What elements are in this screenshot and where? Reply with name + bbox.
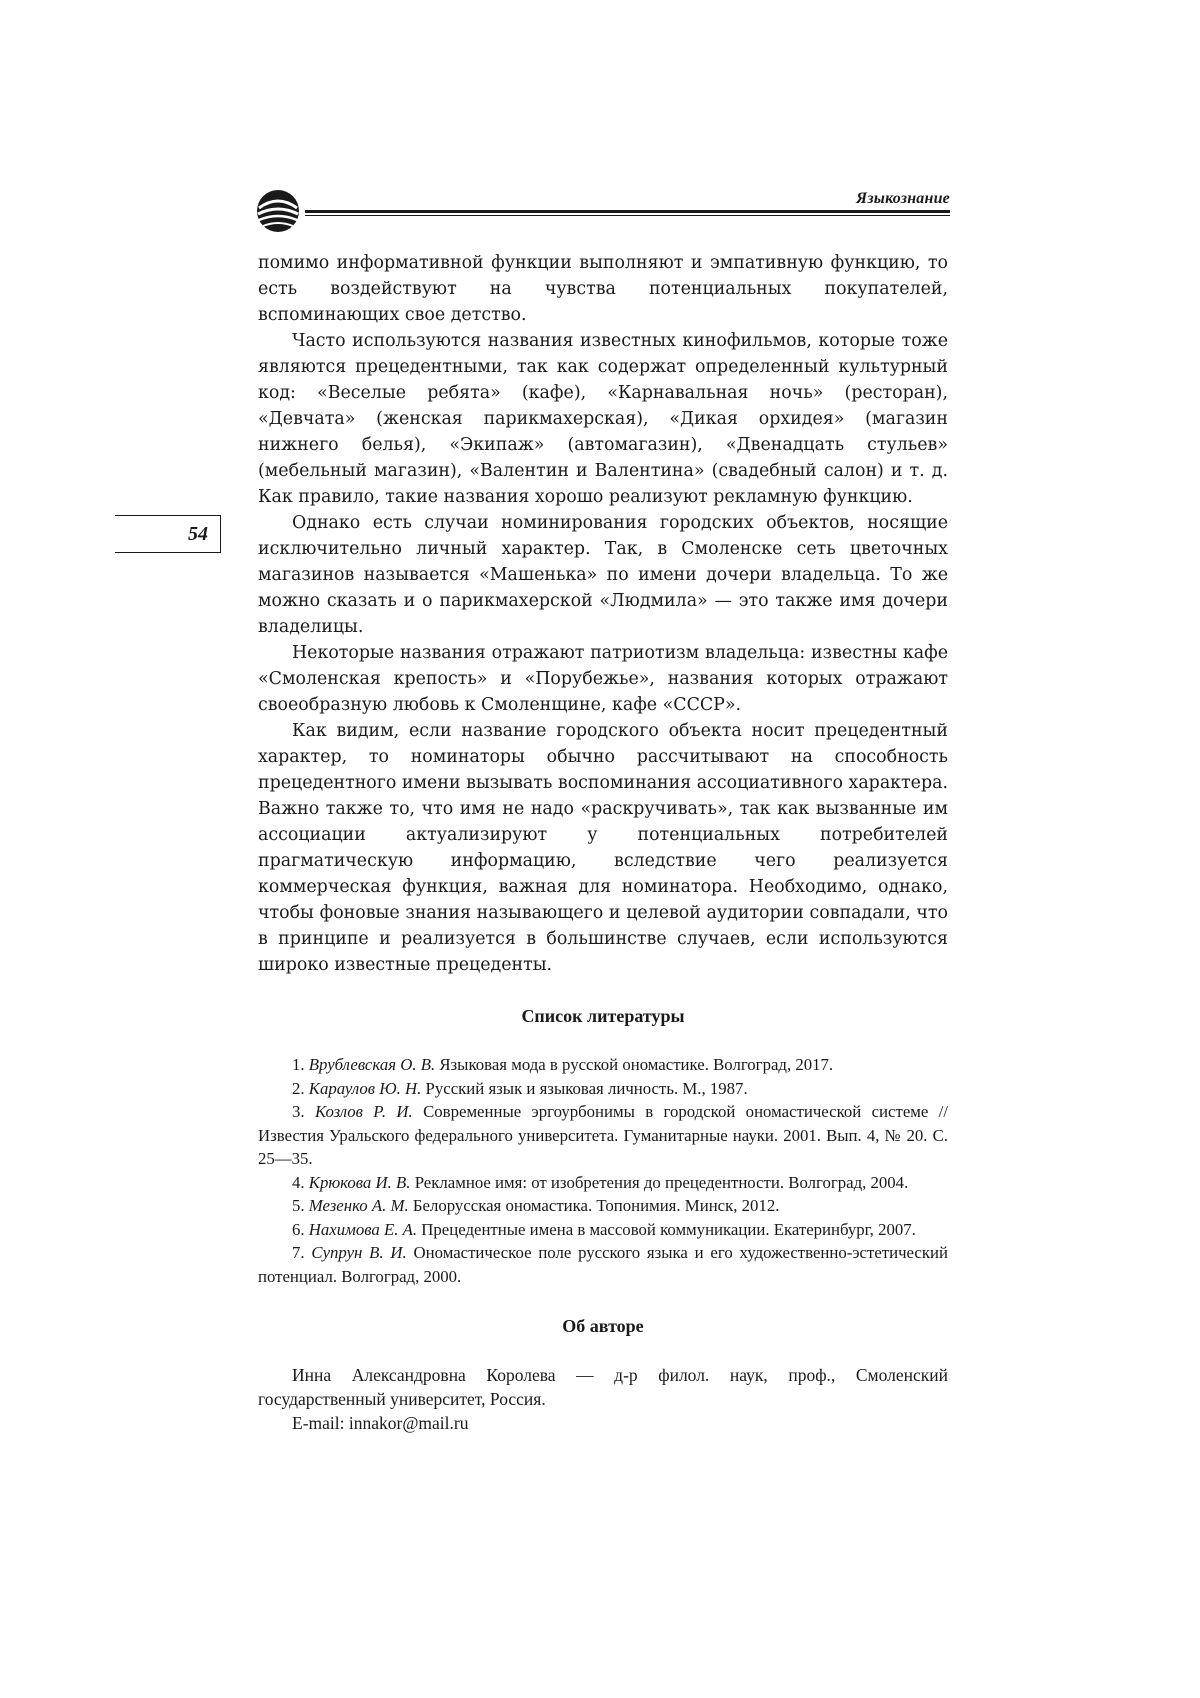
reference-number: 4. [292,1172,305,1192]
reference-author: Козлов Р. И. [314,1102,413,1121]
reference-text: Ономастическое поле русского языка и его художественно-эстетический потенциал. Волгоград, 2000. [258,1243,948,1286]
body-paragraph: Однако есть случаи номинирования городских объектов, носящие исключительно личный характер. Так, в Смоленске сеть цветочных магазинов называется «Машенька» по имени дочери владельца. То же можно сказать и о парикмахерской «Людмила» — это также имя дочери владелицы. [258,513,948,637]
body-text [258,250,948,978]
article-content [258,250,948,1435]
reference-text: Языковая мода в русской ономастике. Волгоград, 2017. [439,1055,834,1074]
header-rule-thin [305,215,950,216]
reference-item [258,1077,948,1101]
page-number-box [115,515,221,553]
reference-author: Крюкова И. В. [308,1172,411,1192]
author-bio: Инна Александровна Королева — д-р филол. наук, проф., Смоленский государственный университет, Россия. [258,1365,948,1409]
reference-item [258,1194,948,1218]
reference-text: Белорусская ономастика. Топонимия. Минск, 2012. [412,1196,780,1215]
reference-author: Супрун В. И. [311,1243,407,1262]
reference-number: 5. [292,1196,305,1215]
journal-logo-icon [255,188,301,234]
author-email: E-mail: innakor@mail.ru [292,1413,469,1433]
reference-number: 7. [292,1243,305,1262]
reference-author: Нахимова Е. А. [308,1219,418,1239]
reference-author: Мезенко А. М. [308,1196,409,1215]
reference-text: Рекламное имя: от изобретения до прецедентности. Волгоград, 2004. [414,1172,909,1192]
page-number: 54 [188,523,208,545]
about-author [258,1363,948,1435]
reference-number: 1. [292,1055,305,1074]
reference-number: 6. [292,1219,305,1239]
running-header-section: Языкознание [856,190,950,207]
reference-author: Врублевская О. В. [308,1055,436,1074]
reference-text: Прецедентные имена в массовой коммуникации. Екатеринбург, 2007. [421,1219,916,1239]
reference-item [258,1241,948,1288]
reference-item [258,1218,948,1242]
reference-number: 3. [292,1102,305,1121]
reference-author: Караулов Ю. Н. [308,1078,422,1098]
body-paragraph: Как видим, если название городского объекта носит прецедентный характер, то номинаторы обычно рассчитывают на способность прецедентного имени вызывать воспоминания ассоциативного характера. Важно также то, что имя не надо «раскручивать», так как вызванные им ассоциации актуализируют у потенциальных потребителей прагматическую информацию, вследствие чего реализуется коммерческая функция, важная для номинатора. Необходимо, однако, чтобы фоновые знания называющего и целевой аудитории совпадали, что в принципе и реализуется в большинстве случаев, если используются широко известные прецеденты. [258,721,948,975]
references-heading: Список литературы [521,1006,685,1026]
header-rule-thick [305,210,950,213]
reference-text: Современные эргоурбонимы в городской ономастической системе // Известия Уральского федерального университета. Гуманитарные науки. 2001. Вып. 4, № 20. С. 25—35. [258,1102,949,1168]
reference-text: Русский язык и языковая личность. М., 1987. [425,1078,748,1098]
body-paragraph: помимо информативной функции выполняют и эмпативную функцию, то есть воздействуют на чувства потенциальных покупателей, вспоминающих свое детство. [258,253,948,325]
references-list [258,1053,948,1288]
about-author-heading: Об авторе [562,1316,644,1336]
body-paragraph: Некоторые названия отражают патриотизм владельца: известны кафе «Смоленская крепость» и «Порубежье», названия которых отражают своеобразную любовь к Смоленщине, кафе «СССР». [258,643,948,715]
reference-number: 2. [292,1078,305,1098]
body-paragraph: Часто используются названия известных кинофильмов, которые тоже являются прецедентными, так как содержат определенный культурный код: «Веселые ребята» (кафе), «Карнавальная ночь» (ресторан), «Девчата» (женская парикмахерская), «Дикая орхидея» (магазин нижнего белья), «Экипаж» (автомагазин), «Двенадцать стульев» (мебельный магазин), «Валентин и Валентина» (свадебный салон) и т. д. Как правило, такие названия хорошо реализуют рекламную функцию. [258,331,948,507]
reference-item [258,1100,948,1171]
reference-item [258,1171,948,1195]
reference-item [258,1053,948,1077]
